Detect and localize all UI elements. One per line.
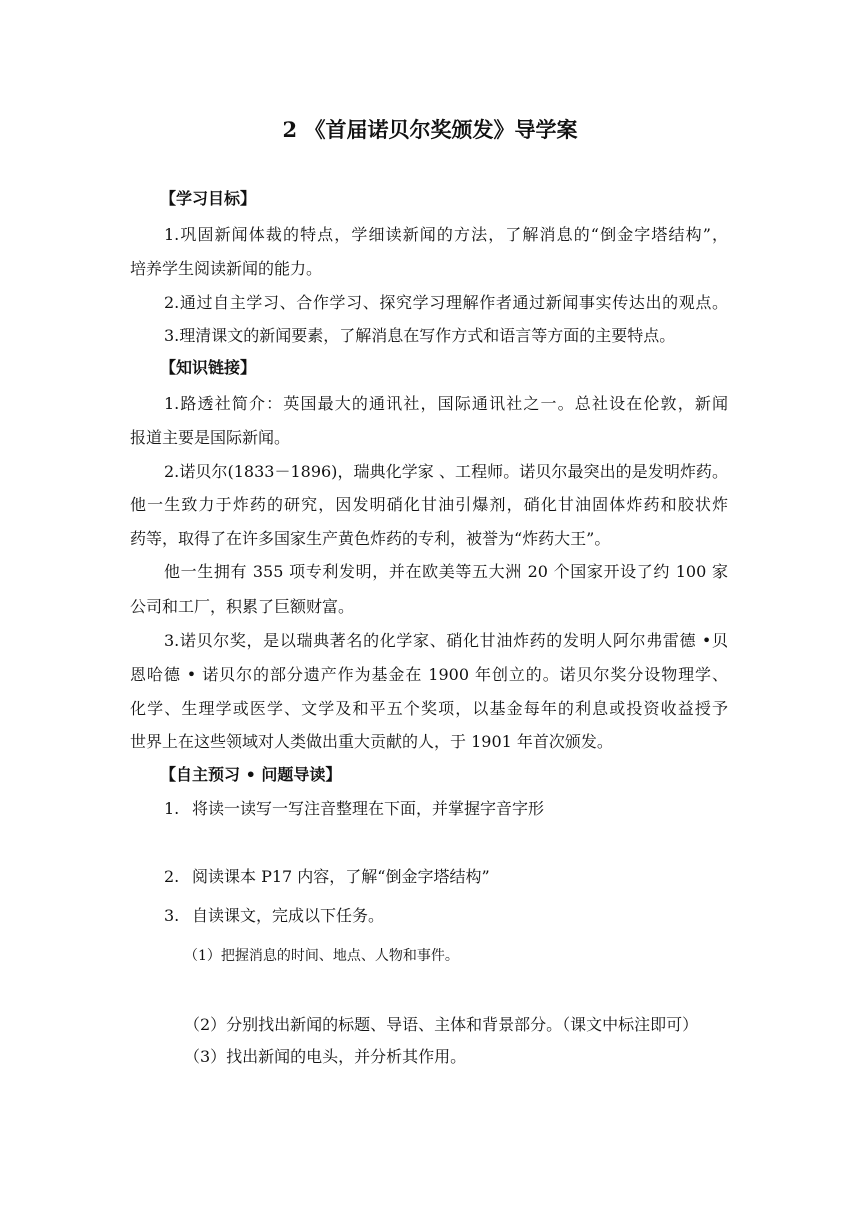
knowledge-line-11: 世界上在这些领域对人类做出重大贡献的人，于 1901 年首次颁发。: [130, 732, 613, 751]
preview-item-2-num: 2.: [164, 867, 180, 886]
preview-item-3-num: 3.: [164, 906, 180, 925]
knowledge-line-6: 他一生拥有 355 项专利发明，并在欧美等五大洲 20 个国家开设了约 100 家: [164, 562, 728, 581]
knowledge-line-1: 1.路透社简介：英国最大的通讯社，国际通讯社之一。总社设在伦敦，新闻: [164, 394, 728, 413]
knowledge-line-7: 公司和工厂，积累了巨额财富。: [130, 597, 355, 616]
preview-item-1-text: 将读一读写一写注音整理在下面，并掌握字音字形: [192, 799, 545, 818]
preview-item-3-text: 自读课文，完成以下任务。: [192, 906, 385, 925]
goals-item-2: 2.通过自主学习、合作学习、探究学习理解作者通过新闻事实传达出的观点。: [164, 293, 728, 312]
knowledge-line-2: 报道主要是国际新闻。: [130, 428, 291, 447]
knowledge-line-4: 他一生致力于炸药的研究，因发明硝化甘油引爆剂，硝化甘油固体炸药和胶状炸: [130, 495, 728, 514]
knowledge-line-9: 恩哈德 • 诺贝尔的部分遗产作为基金在 1900 年创立的。诺贝尔奖分设物理学、: [130, 665, 728, 684]
goals-heading: 【学习目标】: [160, 189, 257, 208]
knowledge-line-8: 3.诺贝尔奖，是以瑞典著名的化学家、硝化甘油炸药的发明人阿尔弗雷德 •贝: [164, 631, 728, 650]
preview-subitem-2: （2）分别找出新闻的标题、导语、主体和背景部分。（课文中标注即可）: [184, 1015, 699, 1034]
preview-heading: 【自主预习 • 问题导读】: [160, 765, 342, 784]
knowledge-line-3: 2.诺贝尔(1833－1896)，瑞典化学家 、工程师。诺贝尔最突出的是发明炸药。: [164, 462, 728, 481]
page-title: 2 《首届诺贝尔奖颁发》导学案: [282, 117, 578, 142]
goals-item-3: 3.理清课文的新闻要素，了解消息在写作方式和语言等方面的主要特点。: [164, 326, 676, 345]
preview-subitem-1: （1）把握消息的时间、地点、人物和事件。: [184, 948, 459, 964]
preview-item-1-num: 1.: [164, 799, 180, 818]
goals-item-1-cont: 培养学生阅读新闻的能力。: [130, 259, 323, 278]
knowledge-line-10: 化学、生理学或医学、文学及和平五个奖项，以基金每年的利息或投资收益授予: [130, 699, 728, 718]
preview-subitem-3: （3）找出新闻的电头，并分析其作用。: [184, 1047, 467, 1066]
goals-item-1: 1.巩固新闻体裁的特点，学细读新闻的方法，了解消息的“倒金字塔结构”，: [164, 225, 728, 244]
knowledge-line-5: 药等，取得了在许多国家生产黄色炸药的专利，被誉为“炸药大王”。: [130, 529, 611, 548]
preview-item-2-text: 阅读课本 P17 内容，了解“倒金字塔结构”: [192, 867, 490, 886]
knowledge-heading: 【知识链接】: [160, 358, 257, 377]
